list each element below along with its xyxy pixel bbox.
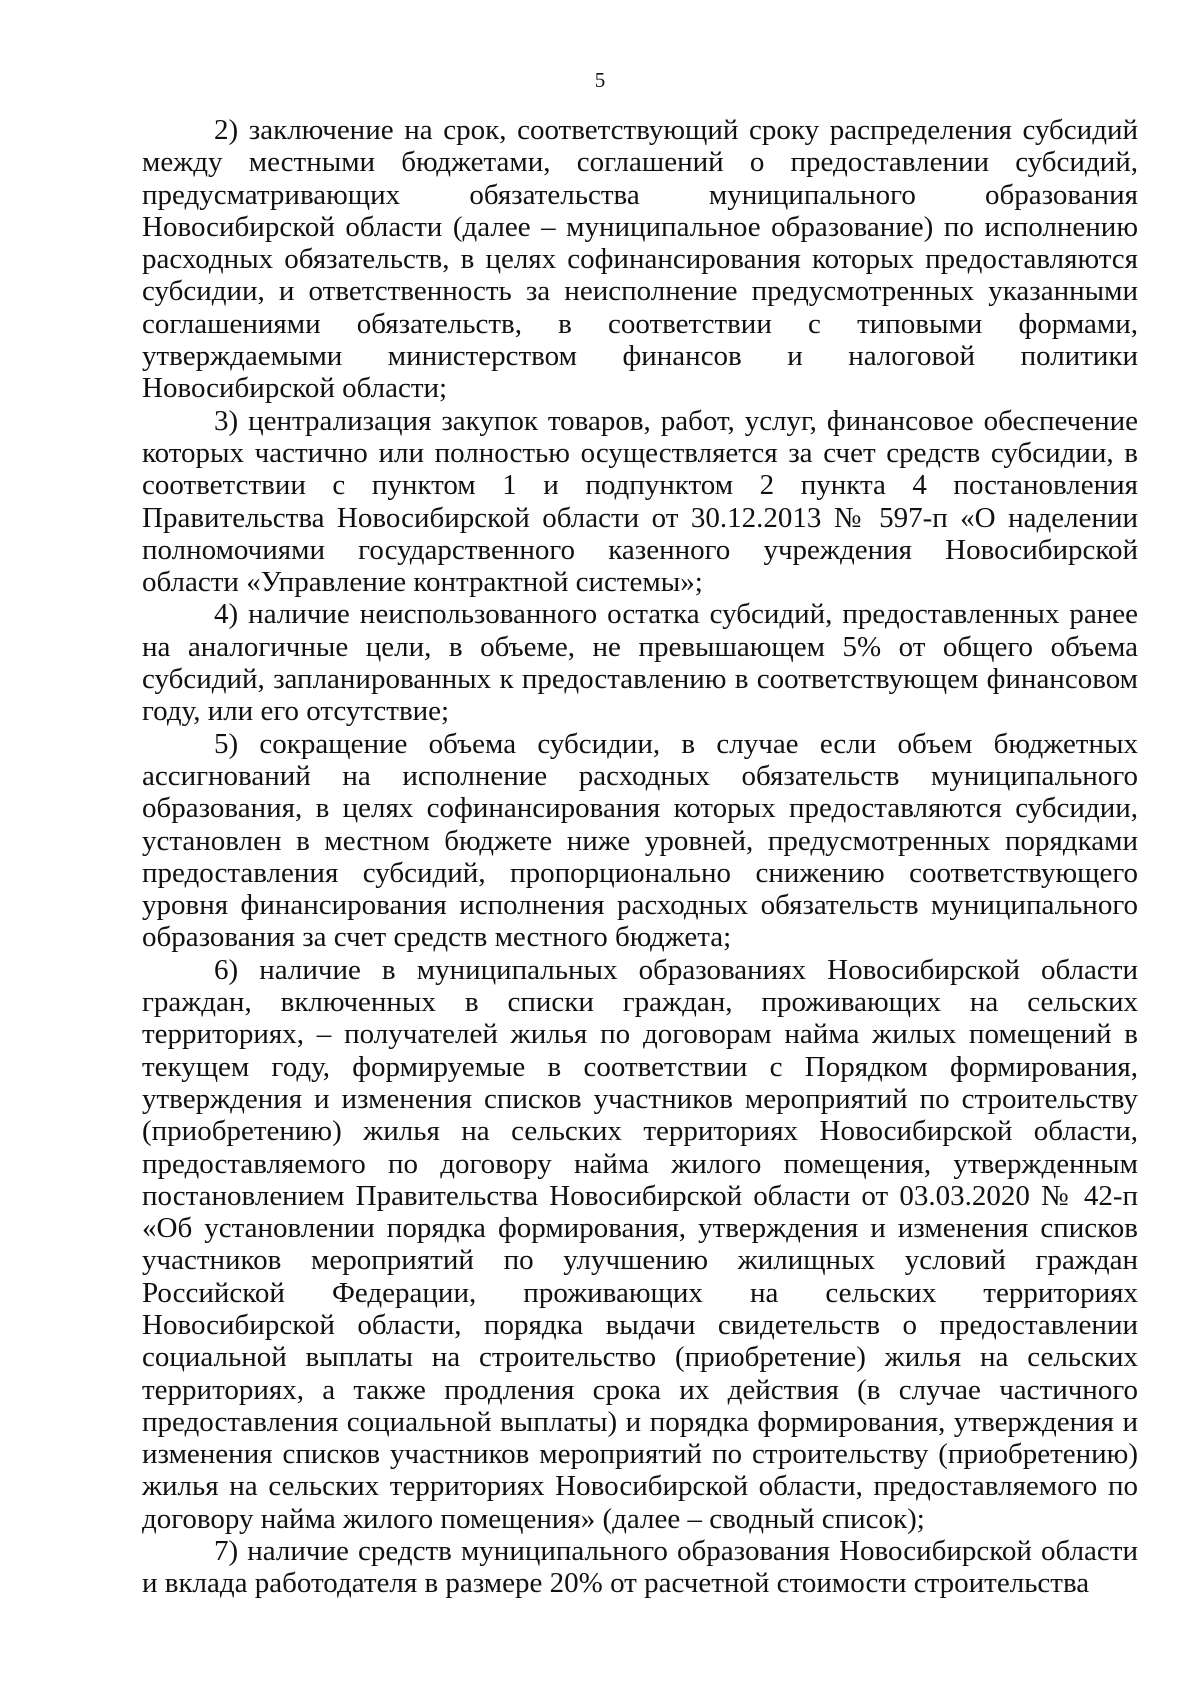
paragraph-item-5: 5) сокращение объема субсидии, в случае если объем бюджетных ассигнований на исполнение расходных обязательств муниципального образования, в целях софинансирования которых предоставляются субсидии, установлен в местном бюджете ниже уровней, предусмотренных порядками предоставления субсидий, пропорционально снижению соответствующего уровня финансирования исполнения расходных обязательств муниципального образования за счет средств местного бюджета; (142, 727, 1138, 954)
paragraph-item-6: 6) наличие в муниципальных образованиях Новосибирской области граждан, включенных в списки граждан, проживающих на сельских территориях, – получателей жилья по договорам найма жилых помещений в текущем году, формируемые в соответствии с Порядком формирования, утверждения и изменения списков участников мероприятий по строительству (приобретению) жилья на сельских территориях Новосибирской области, предоставляемого по договору найма жилого помещения, утвержденным постановлением Правительства Новосибирской области от 03.03.2020 № 42-п «Об установлении порядка формирования, утверждения и изменения списков участников мероприятий по улучшению жилищных условий граждан Российской Федерации, проживающих на сельских территориях Новосибирской области, порядка выдачи свидетельств о предоставлении социальной выплаты на строительство (приобретение) жилья на сельских территориях, а также продления срока их действия (в случае частичного предоставления социальной выплаты) и порядка формирования, утверждения и изменения списков участников мероприятий по строительству (приобретению) жилья на сельских территориях Новосибирской области, предоставляемого по договору найма жилого помещения» (далее – сводный список); (142, 953, 1138, 1535)
paragraph-item-2: 2) заключение на срок, соответствующий сроку распределения субсидий между местными бюджетами, соглашений о предоставлении субсидий, предусматривающих обязательства муниципального образования Новосибирской области (далее – муниципальное образование) по исполнению расходных обязательств, в целях софинансирования которых предоставляются субсидии, и ответственность за неисполнение предусмотренных указанными соглашениями обязательств, в соответствии с типовыми формами, утверждаемыми министерством финансов и налоговой политики Новосибирской области; (142, 114, 1138, 405)
paragraph-item-7: 7) наличие средств муниципального образования Новосибирской области и вклада работодателя в размере 20% от расчетной стоимости строительства (142, 1535, 1138, 1600)
paragraph-item-4: 4) наличие неиспользованного остатка субсидий, предоставленных ранее на аналогичные цели, в объеме, не превышающем 5% от общего объема субсидий, запланированных к предоставлению в соответствующем финансовом году, или его отсутствие; (142, 598, 1138, 728)
paragraph-item-3: 3) централизация закупок товаров, работ, услуг, финансовое обеспечение которых частично или полностью осуществляется за счет средств субсидии, в соответствии с пунктом 1 и подпунктом 2 пункта 4 постановления Правительства Новосибирской области от 30.12.2013 № 597-п «О наделении полномочиями государственного казенного учреждения Новосибирской области «Управление контрактной системы»; (142, 404, 1138, 599)
page-number: 5 (594, 68, 606, 92)
document-body (142, 114, 1138, 1600)
